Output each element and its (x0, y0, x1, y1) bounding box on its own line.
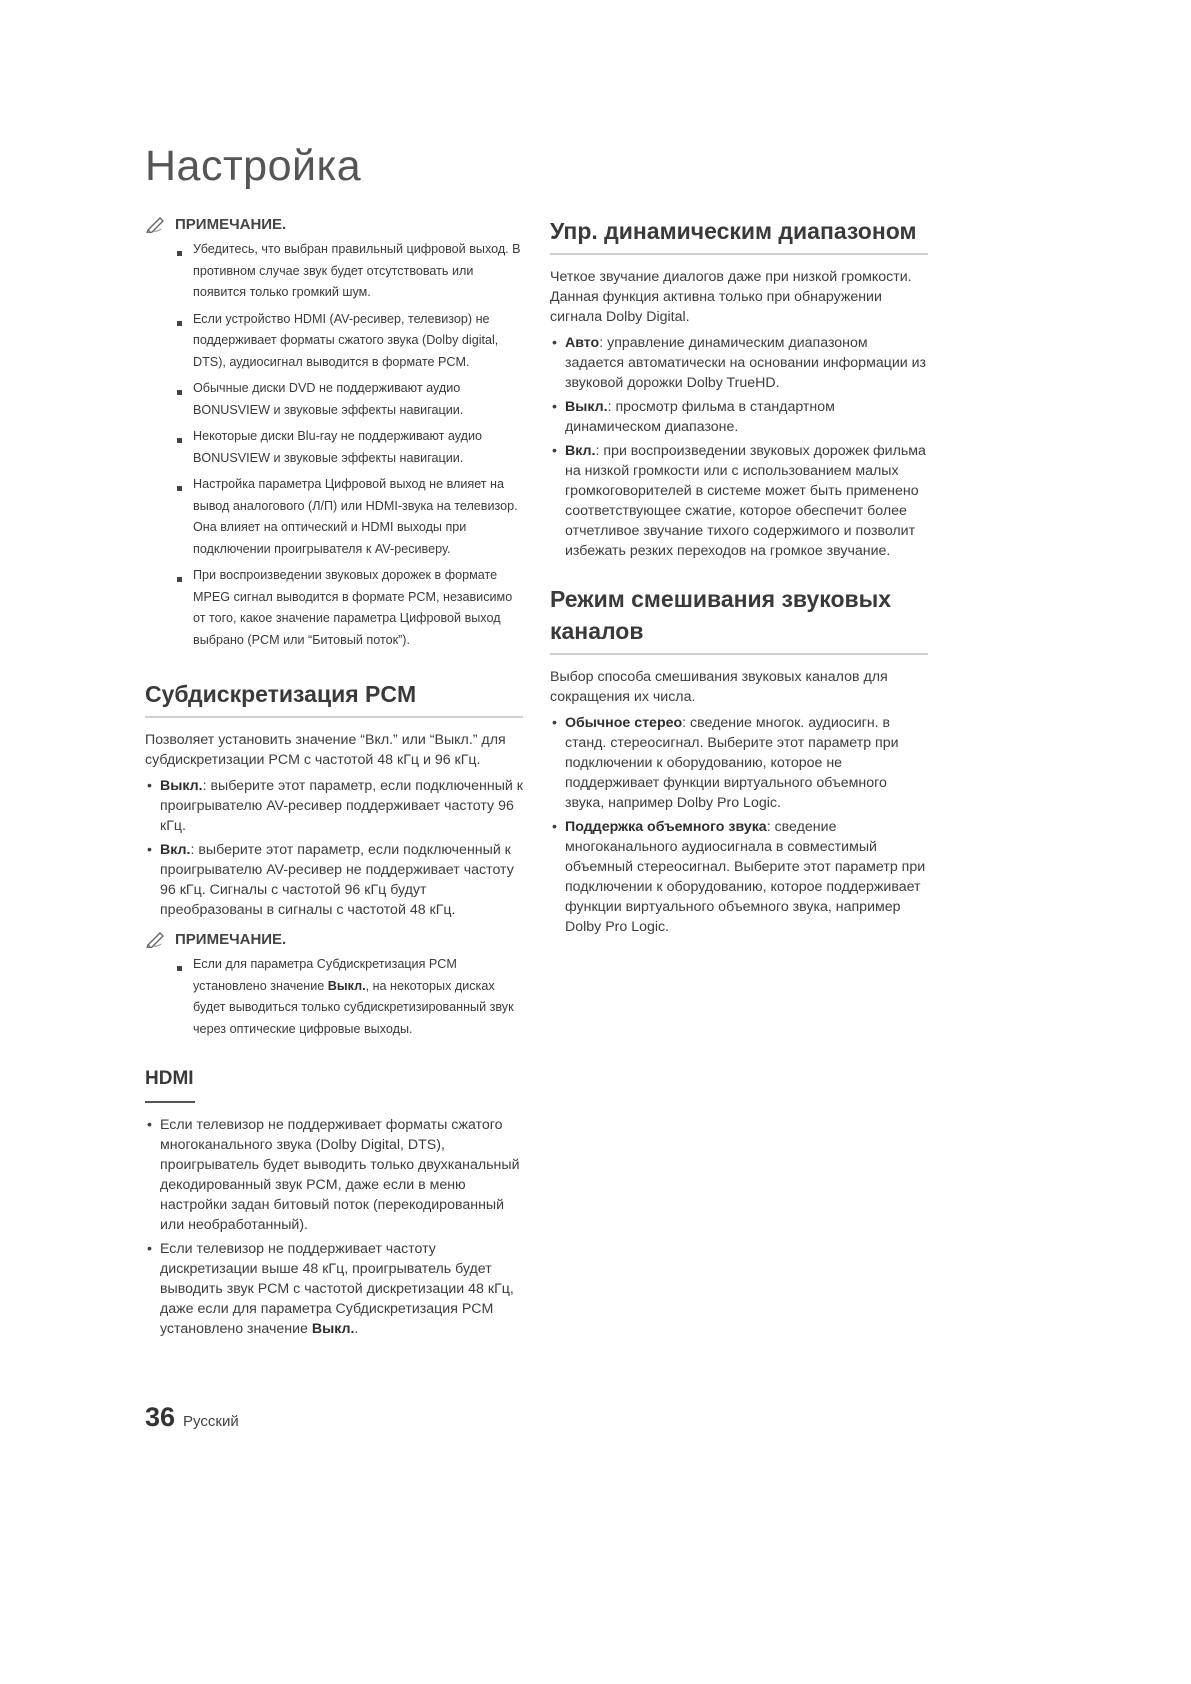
pencil-icon (145, 215, 167, 233)
list-item (550, 333, 928, 393)
list-item (550, 817, 928, 937)
section-divider (145, 1101, 195, 1103)
hdmi-list (145, 1115, 523, 1339)
note-item: Если устройство HDMI (AV-ресивер, телевизор) не поддерживает форматы сжатого звука (Dolby digital, DTS), аудиосигнал выводится в формате PCM. (175, 309, 523, 374)
section-divider (550, 253, 928, 255)
option-text: : выберите этот параметр, если подключенный к проигрывателю AV-ресивер не поддерживает частоту 96 кГц. Сигналы с частотой 96 кГц будут преобразованы в сигналы с частотой 48 кГц. (160, 842, 514, 918)
page-language: Русский (183, 1413, 239, 1430)
note-item (175, 954, 523, 1040)
option-label: Авто (565, 335, 600, 351)
downmix-intro: Выбор способа смешивания звуковых каналов для сокращения их числа. (550, 669, 888, 705)
note-list (145, 239, 523, 651)
section-divider (145, 716, 523, 718)
note-item: Настройка параметра Цифровой выход не влияет на вывод аналогового (Л/П) или HDMI-звука на телевизор. Она влияет на оптический и HDMI выходы при подключении проигрывателя к AV-ресиверу. (175, 474, 523, 560)
pcm-intro: Позволяет установить значение “Вкл.” или “Выкл.” для субдискретизации PCM с частотой 48 кГц и 96 кГц. (145, 732, 506, 768)
note-title: ПРИМЕЧАНИЕ. (175, 930, 287, 948)
list-item (550, 397, 928, 437)
section-title-drc: Упр. динамическим диапазоном (550, 218, 917, 244)
item-bold: Выкл. (311, 1321, 355, 1337)
note-item: Обычные диски DVD не поддерживают аудио BONUSVIEW и звуковые эффекты навигации. (175, 378, 523, 421)
pcm-options (145, 776, 523, 920)
list-item (145, 840, 523, 920)
option-text: : управление динамическим диапазоном задается автоматически на основании информации из звуковой дорожки Dolby TrueHD. (565, 335, 927, 391)
option-text: : просмотр фильма в стандартном динамическом диапазоне. (565, 399, 835, 435)
note-bold: Выкл. (327, 978, 366, 993)
left-column (145, 215, 523, 1343)
option-text: : при воспроизведении звуковых дорожек фильма на низкой громкости или с использованием малых громкоговорителей в системе может быть применено соответствующее сжатие, которое обеспечит более отчетливое звучание тихого содержимого и позволит избежать резких переходов на громкое звучание. (565, 443, 926, 559)
option-label: Обычное стерео (565, 715, 683, 731)
item-text: Если телевизор не поддерживает частоту дискретизации выше 48 кГц, проигрыватель будет выводить звук PCM с частотой дискретизации 48 кГц, даже если для параметра Субдискретизация PCM установлено значение (160, 1241, 514, 1337)
option-text: : сведение многок. аудиосигн. в станд. стереосигнал. Выберите этот параметр при подключении к оборудованию, которое не поддерживает функции виртуального объемного звука, например Dolby Pro Logic. (565, 715, 899, 811)
list-item (550, 441, 928, 561)
section-title-hdmi: HDMI (145, 1068, 194, 1089)
note-header (145, 930, 523, 948)
option-text: : выберите этот параметр, если подключенный к проигрывателю AV-ресивер поддерживает частоту 96 кГц. (160, 778, 524, 834)
note-header (145, 215, 523, 233)
note-title: ПРИМЕЧАНИЕ. (175, 215, 287, 233)
section-divider (550, 653, 928, 655)
list-item (550, 713, 928, 813)
pencil-icon (145, 930, 167, 948)
note-text: Если для параметра Субдискретизация PCM установлено значение (193, 957, 457, 993)
page-title: Настройка (145, 142, 362, 190)
option-label: Вкл. (160, 842, 191, 858)
page-footer (145, 1402, 239, 1433)
page-number: 36 (145, 1402, 176, 1432)
option-label: Поддержка объемного звука (565, 819, 767, 835)
note-list (145, 954, 523, 1040)
drc-intro: Четкое звучание диалогов даже при низкой громкости. Данная функция активна только при обнаружении сигнала Dolby Digital. (550, 269, 912, 325)
option-label: Выкл. (565, 399, 608, 415)
section-title-downmix: Режим смешивания звуковых каналов (550, 586, 892, 644)
option-label: Вкл. (565, 443, 596, 459)
drc-options (550, 333, 928, 561)
item-text: . (354, 1321, 359, 1337)
note-item: Убедитесь, что выбран правильный цифровой выход. В противном случае звук будет отсутствовать или появится только громкий шум. (175, 239, 523, 304)
list-item: • Если телевизор не поддерживает форматы сжатого многоканального звука (Dolby Digital, DTS), проигрыватель будет выводить только двухканальный декодированный звук PCM, даже если в меню настройки задан битовый поток (перекодированный или необработанный). (145, 1115, 523, 1235)
section-title-pcm: Субдискретизация PCM (145, 681, 417, 707)
list-item (145, 776, 523, 836)
option-text: : сведение многоканального аудиосигнала в совместимый объемный стереосигнал. Выберите этот параметр при подключении к оборудованию, которое поддерживает функции виртуального объемного звука, например Dolby Pro Logic. (565, 819, 926, 935)
right-column (550, 215, 928, 941)
downmix-options (550, 713, 928, 937)
option-label: Выкл. (160, 778, 203, 794)
list-item (145, 1239, 523, 1339)
note-item: Некоторые диски Blu-ray не поддерживают аудио BONUSVIEW и звуковые эффекты навигации. (175, 426, 523, 469)
note-item: При воспроизведении звуковых дорожек в формате MPEG сигнал выводится в формате PCM, независимо от того, какое значение параметра Цифровой выход выбрано (PCM или “Битовый поток”). (175, 565, 523, 651)
note-text: , на некоторых дисках будет выводиться только субдискретизированный звук через оптические цифровые выходы. (193, 978, 514, 1036)
